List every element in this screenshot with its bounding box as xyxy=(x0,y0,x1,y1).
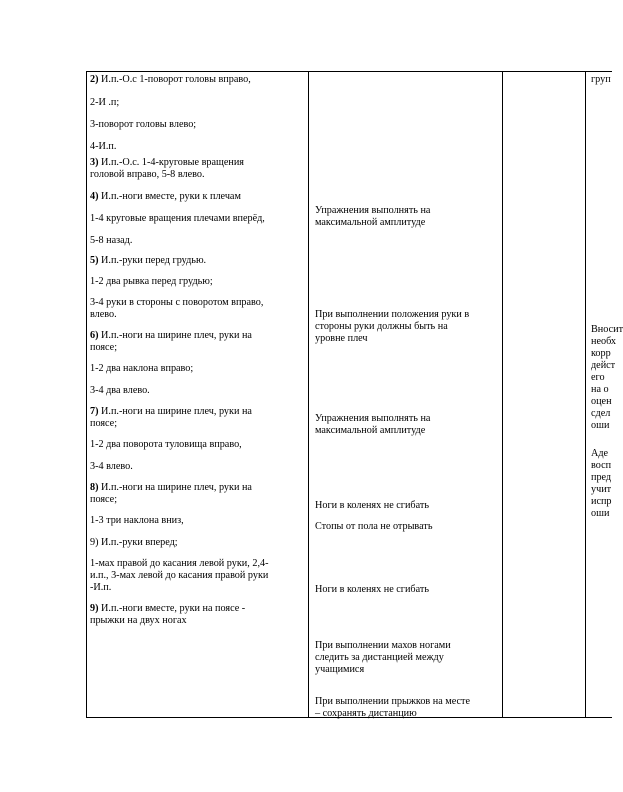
exercise-line: 3-4 влево. xyxy=(90,461,133,472)
exercise-line: 1-2 два наклона вправо; xyxy=(90,363,194,374)
exercise-line: 9) И.п.-руки вперед; xyxy=(90,537,178,548)
note: При выполнении махов ногами следить за дистанцией между учащимися xyxy=(315,640,451,675)
exercise-line: 6) И.п.-ноги на ширине плеч, руки на xyxy=(90,330,252,341)
exercise-line: 3) И.п.-О.с. 1-4-круговые вращения xyxy=(90,157,244,168)
right-column-block: Вносит необх корр дейст его на о оцен сдел оши xyxy=(591,324,623,431)
exercise-line: головой вправо, 5-8 влево. xyxy=(90,169,205,180)
exercise-line: влево. xyxy=(90,309,117,320)
note: Ноги в коленях не сгибать xyxy=(315,584,429,595)
exercise-line: 4-И.п. xyxy=(90,141,117,152)
note: Упражнения выполнять на максимальной амплитуде xyxy=(315,413,431,436)
exercise-line: 3-4 два влево. xyxy=(90,385,150,396)
exercise-line: 7) И.п.-ноги на ширине плеч, руки на xyxy=(90,406,252,417)
exercise-line: 3-поворот головы влево; xyxy=(90,119,197,130)
note: Стопы от пола не отрывать xyxy=(315,521,433,532)
note: Упражнения выполнять на максимальной амплитуде xyxy=(315,205,431,228)
exercise-line: 8) И.п.-ноги на ширине плеч, руки на xyxy=(90,482,252,493)
exercise-line: 2) И.п.-О.с 1-поворот головы вправо, xyxy=(90,74,251,85)
exercise-line: 9) И.п.-ноги вместе, руки на поясе - xyxy=(90,603,246,614)
right-column-block: Аде восп пред учит испр оши xyxy=(591,448,612,519)
exercise-line: 1-2 два поворота туловища вправо, xyxy=(90,439,242,450)
note: Ноги в коленях не сгибать xyxy=(315,500,429,511)
note: При выполнении положения руки в стороны руки должны быть на уровне плеч xyxy=(315,309,470,344)
exercise-line: 1-4 круговые вращения плечами вперёд, xyxy=(90,213,265,224)
column-border xyxy=(502,71,503,717)
exercise-line: поясе; xyxy=(90,418,118,429)
right-column-cutoff xyxy=(588,71,623,717)
exercise-line: 4) И.п.-ноги вместе, руки к плечам xyxy=(90,191,241,202)
right-column-text: груп xyxy=(591,74,611,85)
exercise-line: поясе; xyxy=(90,494,118,505)
table-top-border xyxy=(86,71,612,72)
exercise-line: прыжки на двух ногах xyxy=(90,615,187,626)
exercise-line: 3-4 руки в стороны с поворотом вправо, xyxy=(90,297,264,308)
exercise-line: поясе; xyxy=(90,342,118,353)
column-border xyxy=(308,71,309,717)
note: При выполнении прыжков на месте – сохранять дистанцию xyxy=(315,696,471,719)
column-border xyxy=(585,71,586,717)
exercise-line: 1-2 два рывка перед грудью; xyxy=(90,276,213,287)
exercise-line: 1-3 три наклона вниз, xyxy=(90,515,184,526)
exercise-line: 2-И .п; xyxy=(90,97,120,108)
exercise-line: и.п., 3-мах левой до касания правой руки xyxy=(90,570,269,581)
exercise-line: 5) И.п.-руки перед грудью. xyxy=(90,255,207,266)
column-border xyxy=(86,71,87,717)
exercise-line: -И.п. xyxy=(90,582,112,593)
exercise-line: 5-8 назад. xyxy=(90,235,133,246)
exercise-line: 1-мах правой до касания левой руки, 2,4- xyxy=(90,558,269,569)
